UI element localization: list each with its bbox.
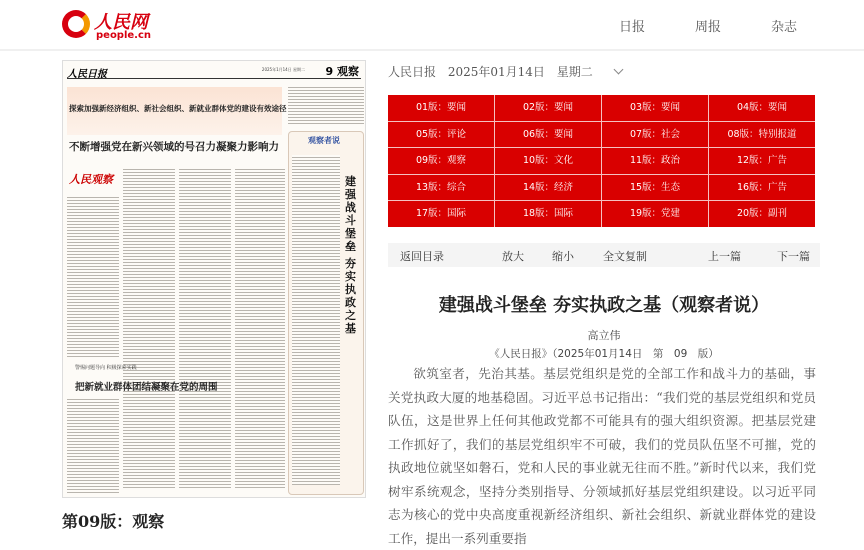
text-column bbox=[67, 397, 119, 495]
paper-subheadline[interactable]: 不断增强党在新兴领域的号召力凝聚力影响力 bbox=[69, 141, 279, 153]
paper-badge: 人民观察 bbox=[69, 173, 113, 186]
paper-headline-3[interactable]: 把新就业群体团结凝聚在党的周围 bbox=[75, 382, 218, 393]
vertical-title-2: 夯实执政之基 bbox=[345, 257, 356, 335]
paper-page-number: 9 观察 bbox=[325, 65, 359, 78]
zoom-out-button[interactable]: 缩小 bbox=[552, 250, 574, 263]
zoom-in-button[interactable]: 放大 bbox=[502, 250, 524, 263]
issue-weekday: 星期二 bbox=[556, 65, 593, 79]
edition-link[interactable]: 18版：国际 bbox=[495, 201, 601, 227]
paper-headline[interactable]: 探索加强新经济组织、新社会组织、新就业群体党的建设有效途径 bbox=[69, 104, 287, 113]
edition-link[interactable]: 10版：文化 bbox=[495, 148, 601, 174]
people-logo[interactable] bbox=[62, 8, 152, 42]
edition-link[interactable]: 12版：广告 bbox=[709, 148, 815, 174]
edition-link[interactable]: 19版：党建 bbox=[602, 201, 708, 227]
paper-name: 人民日报 bbox=[388, 65, 437, 79]
edition-link[interactable]: 15版：生态 bbox=[602, 175, 708, 201]
text-column bbox=[67, 195, 119, 359]
issue-date: 2025年01月14日 bbox=[447, 65, 545, 79]
paper-kicker: 警惕问题导向 积极探索实践 bbox=[75, 365, 137, 371]
commentary-title: 观察者说 bbox=[308, 136, 340, 145]
vertical-title: 建强战斗堡垒 bbox=[345, 175, 356, 253]
edition-link[interactable]: 14版：经济 bbox=[495, 175, 601, 201]
article-body: 欲筑室者，先治其基。基层党组织是党的全部工作和战斗力的基础，事关党执政大厦的地基稳固。习近平总书记指出：“我们党的基层党组织和党员队伍，这是世界上任何其他政党都不可能具有的强大组织资源。把基层党建工作抓好了，我们的基层党组织牢不可破，我们的党员队伍坚不可摧，党的执政地位就坚如磐石，党和人民的事业就无往而不胜。”新时代以来，我们党树牢系统观念，坚持分类别指导、分领域抓好基层党组织建设。以习近平同志为核心的党中央高度重视新经济组织、新社会组织、新就业群体党的建设工作，提出一系列重要指 bbox=[388, 366, 816, 546]
previous-article-button[interactable]: 上一篇 bbox=[708, 250, 741, 263]
article-author: 高立伟 bbox=[587, 329, 621, 342]
article-source: 《人民日报》（2025年01月14日 第 09 版） bbox=[489, 348, 719, 360]
chevron-down-icon[interactable] bbox=[613, 65, 623, 75]
logo-icon bbox=[62, 10, 90, 38]
edition-link[interactable]: 03版：要闻 bbox=[602, 95, 708, 121]
copy-all-button[interactable]: 全文复制 bbox=[603, 250, 647, 263]
edition-grid bbox=[388, 95, 815, 227]
edition-link[interactable]: 16版：广告 bbox=[709, 175, 815, 201]
nav-daily[interactable]: 日报 bbox=[619, 20, 646, 35]
site-header bbox=[0, 0, 864, 51]
back-to-contents-button[interactable]: 返回目录 bbox=[400, 250, 444, 263]
edition-link[interactable]: 08版：特别报道 bbox=[709, 122, 815, 148]
edition-link[interactable]: 04版：要闻 bbox=[709, 95, 815, 121]
text-block bbox=[288, 85, 364, 125]
text-column bbox=[292, 155, 340, 485]
article-title: 建强战斗堡垒 夯实执政之基（观察者说） bbox=[438, 295, 770, 316]
nav-weekly[interactable]: 周报 bbox=[695, 20, 722, 35]
newspaper-page-image[interactable] bbox=[62, 60, 366, 498]
paper-date: 2025年1月14日 星期二 bbox=[261, 67, 305, 72]
date-selector[interactable] bbox=[388, 63, 622, 80]
edition-link[interactable]: 20版：副刊 bbox=[709, 201, 815, 227]
edition-link[interactable]: 11版：政治 bbox=[602, 148, 708, 174]
edition-link[interactable]: 13版：综合 bbox=[388, 175, 494, 201]
page-caption: 第09版：观察 bbox=[62, 512, 165, 531]
text-column bbox=[179, 167, 231, 489]
masthead-rule bbox=[67, 78, 361, 79]
edition-link[interactable]: 09版：观察 bbox=[388, 148, 494, 174]
logo-url: people.cn bbox=[96, 30, 152, 41]
paper-masthead: 人民日报 bbox=[67, 69, 107, 80]
nav-magazine[interactable]: 杂志 bbox=[771, 20, 798, 35]
edition-link[interactable]: 17版：国际 bbox=[388, 201, 494, 227]
edition-link[interactable]: 07版：社会 bbox=[602, 122, 708, 148]
edition-link[interactable]: 05版：评论 bbox=[388, 122, 494, 148]
logo-text: 人民网 bbox=[94, 12, 148, 33]
edition-link[interactable]: 01版：要闻 bbox=[388, 95, 494, 121]
text-column bbox=[123, 167, 175, 489]
edition-link[interactable]: 02版：要闻 bbox=[495, 95, 601, 121]
text-column bbox=[235, 167, 285, 489]
edition-link[interactable]: 06版：要闻 bbox=[495, 122, 601, 148]
article-toolbar bbox=[388, 243, 820, 267]
next-article-button[interactable]: 下一篇 bbox=[777, 250, 810, 263]
